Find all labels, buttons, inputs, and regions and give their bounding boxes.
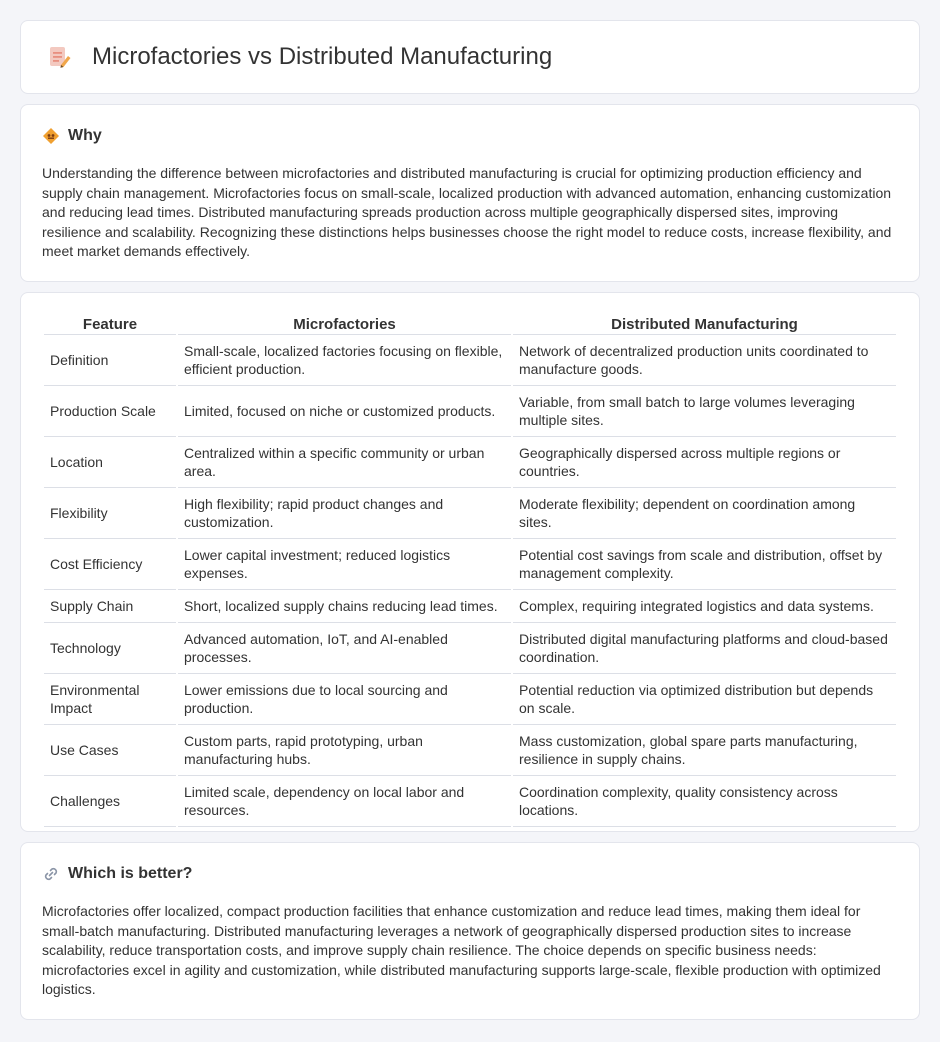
table-row (44, 725, 896, 776)
row-feature: Environmental Impact (44, 674, 176, 725)
row-microfactories: Advanced automation, IoT, and AI-enabled processes. (178, 623, 511, 674)
row-distributed: Potential cost savings from scale and distribution, offset by management complexity. (513, 539, 896, 590)
page-title: Microfactories vs Distributed Manufacturing (92, 43, 553, 70)
row-feature: Technology (44, 623, 176, 674)
row-distributed: Complex, requiring integrated logistics and data systems. (513, 590, 896, 623)
better-body: Microfactories offer localized, compact production facilities that enhance customization and reduce lead times, making them ideal for small-batch manufacturing. Distributed manufacturing leverages a network of geographically dispersed production sites to increase scalability, reduce transportation costs, and improve supply chain resilience. The choice depends on specific business needs: microfactories excel in agility and customization, while distributed manufacturing supports large-scale, flexible production with optimized logistics. (42, 903, 881, 998)
better-title: Which is better? (68, 865, 193, 882)
table-row (44, 776, 896, 827)
row-feature: Cost Efficiency (44, 539, 176, 590)
row-feature: Challenges (44, 776, 176, 827)
row-feature: Supply Chain (44, 590, 176, 623)
row-microfactories: Limited scale, dependency on local labor and resources. (178, 776, 511, 827)
row-distributed: Network of decentralized production units coordinated to manufacture goods. (513, 335, 896, 386)
comparison-table (42, 314, 898, 827)
row-distributed: Geographically dispersed across multiple regions or countries. (513, 437, 896, 488)
header-card (20, 20, 920, 94)
row-distributed: Mass customization, global spare parts manufacturing, resilience in supply chains. (513, 725, 896, 776)
table-row (44, 335, 896, 386)
row-feature: Flexibility (44, 488, 176, 539)
diamond-bullet-icon (42, 127, 60, 145)
table-row (44, 437, 896, 488)
document-pencil-icon (46, 44, 72, 70)
row-feature: Use Cases (44, 725, 176, 776)
row-distributed: Variable, from small batch to large volumes leveraging multiple sites. (513, 386, 896, 437)
table-row (44, 674, 896, 725)
row-distributed: Moderate flexibility; dependent on coordination among sites. (513, 488, 896, 539)
why-heading (42, 127, 898, 145)
row-distributed: Coordination complexity, quality consistency across locations. (513, 776, 896, 827)
row-feature: Production Scale (44, 386, 176, 437)
which-is-better-section (20, 842, 920, 1020)
row-microfactories: Centralized within a specific community or urban area. (178, 437, 511, 488)
row-microfactories: High flexibility; rapid product changes and customization. (178, 488, 511, 539)
row-microfactories: Short, localized supply chains reducing lead times. (178, 590, 511, 623)
header-microfactories: Microfactories (178, 314, 511, 335)
table-row (44, 386, 896, 437)
row-distributed: Distributed digital manufacturing platforms and cloud-based coordination. (513, 623, 896, 674)
row-microfactories: Custom parts, rapid prototyping, urban manufacturing hubs. (178, 725, 511, 776)
why-body: Understanding the difference between microfactories and distributed manufacturing is crucial for optimizing production efficiency and supply chain management. Microfactories focus on small-scale, localized production with advanced automation, enhancing customization and reducing lead times. Distributed manufacturing spreads production across multiple geographically dispersed sites, improving resilience and scalability. Recognizing these distinctions helps businesses choose the right model to reduce costs, increase flexibility, and meet market demands effectively. (42, 165, 892, 260)
row-microfactories: Lower capital investment; reduced logistics expenses. (178, 539, 511, 590)
table-header-row (44, 314, 896, 335)
why-title: Why (68, 127, 102, 144)
row-feature: Location (44, 437, 176, 488)
row-microfactories: Limited, focused on niche or customized products. (178, 386, 511, 437)
row-feature: Definition (44, 335, 176, 386)
table-row (44, 623, 896, 674)
comparison-table-card (20, 292, 920, 832)
why-section (20, 104, 920, 282)
table-row (44, 539, 896, 590)
link-icon (42, 865, 60, 883)
row-microfactories: Small-scale, localized factories focusing on flexible, efficient production. (178, 335, 511, 386)
row-distributed: Potential reduction via optimized distribution but depends on scale. (513, 674, 896, 725)
table-row (44, 590, 896, 623)
header-feature: Feature (44, 314, 176, 335)
header-distributed: Distributed Manufacturing (513, 314, 896, 335)
table-row (44, 488, 896, 539)
better-heading (42, 865, 898, 883)
row-microfactories: Lower emissions due to local sourcing and production. (178, 674, 511, 725)
